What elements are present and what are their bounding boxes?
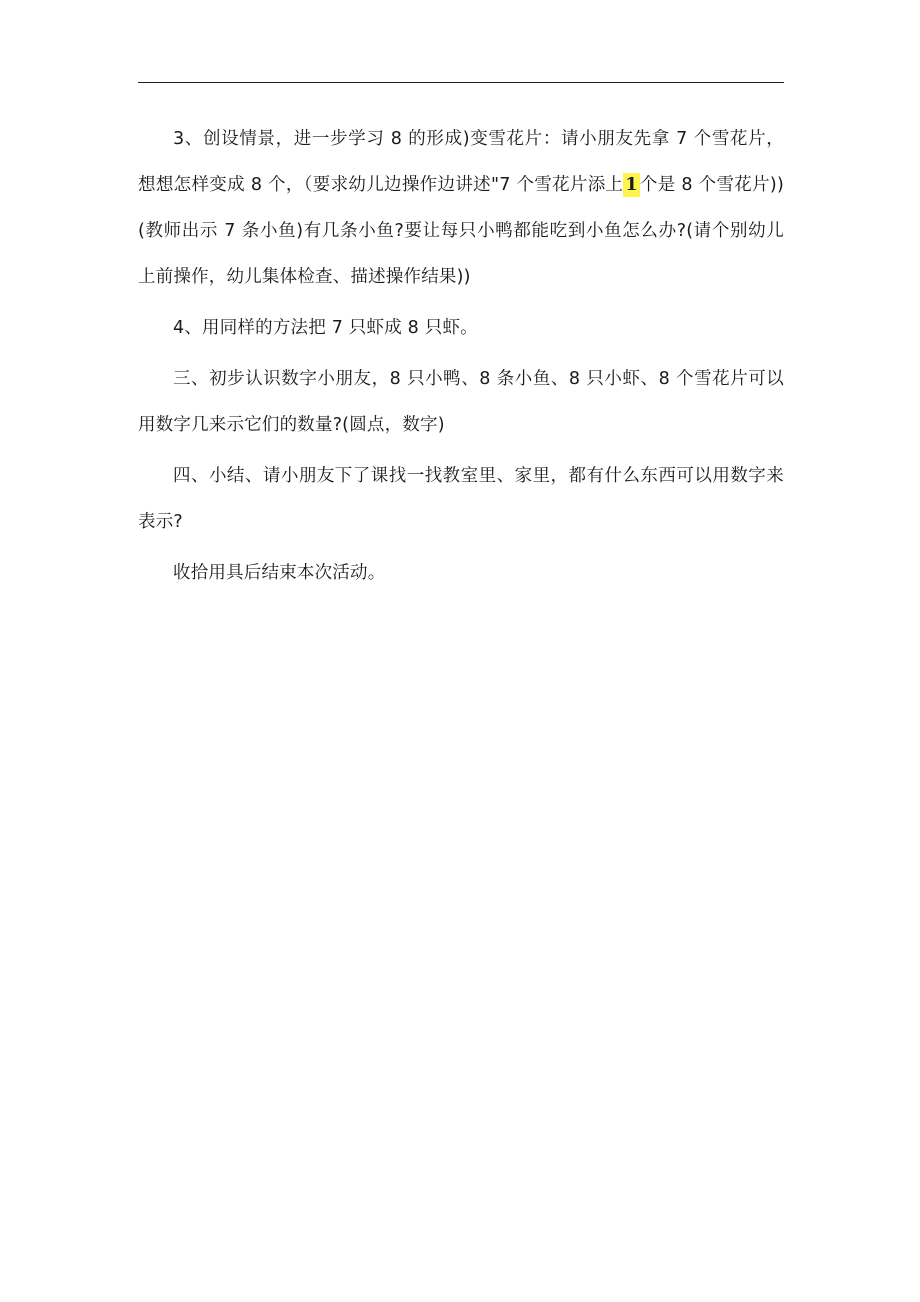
- header-rule: [138, 82, 784, 83]
- paragraph-closing: 收拾用具后结束本次活动。: [173, 563, 386, 583]
- paragraph-step-3: [138, 116, 784, 300]
- paragraph-section-3: 三、初步认识数字小朋友，8 只小鸭、8 条小鱼、8 只小虾、8 个雪花片可以用数字几来示它们的数量?(圆点，数字): [138, 369, 784, 435]
- paragraph-section-4: 四、小结、请小朋友下了课找一找教室里、家里，都有什么东西可以用数字来表示?: [138, 466, 784, 532]
- document-body: [138, 116, 784, 601]
- paragraph-step-3-text-after: 个是 8 个雪花片))(教师出示 7 条小鱼)有几条小鱼?要让每只小鸭都能吃到小鱼怎么办?(请个别幼儿上前操作，幼儿集体检查、描述操作结果)): [138, 175, 784, 287]
- highlighted-number: 1: [625, 175, 638, 195]
- paragraph-step-4: 4、用同样的方法把 7 只虾成 8 只虾。: [173, 318, 478, 338]
- paragraph-step-3-text-before: 3、创设情景，进一步学习 8 的形成)变雪花片：请小朋友先拿 7 个雪花片，想想怎样变成 8 个，（要求幼儿边操作边讲述"7 个雪花片添上: [138, 129, 784, 195]
